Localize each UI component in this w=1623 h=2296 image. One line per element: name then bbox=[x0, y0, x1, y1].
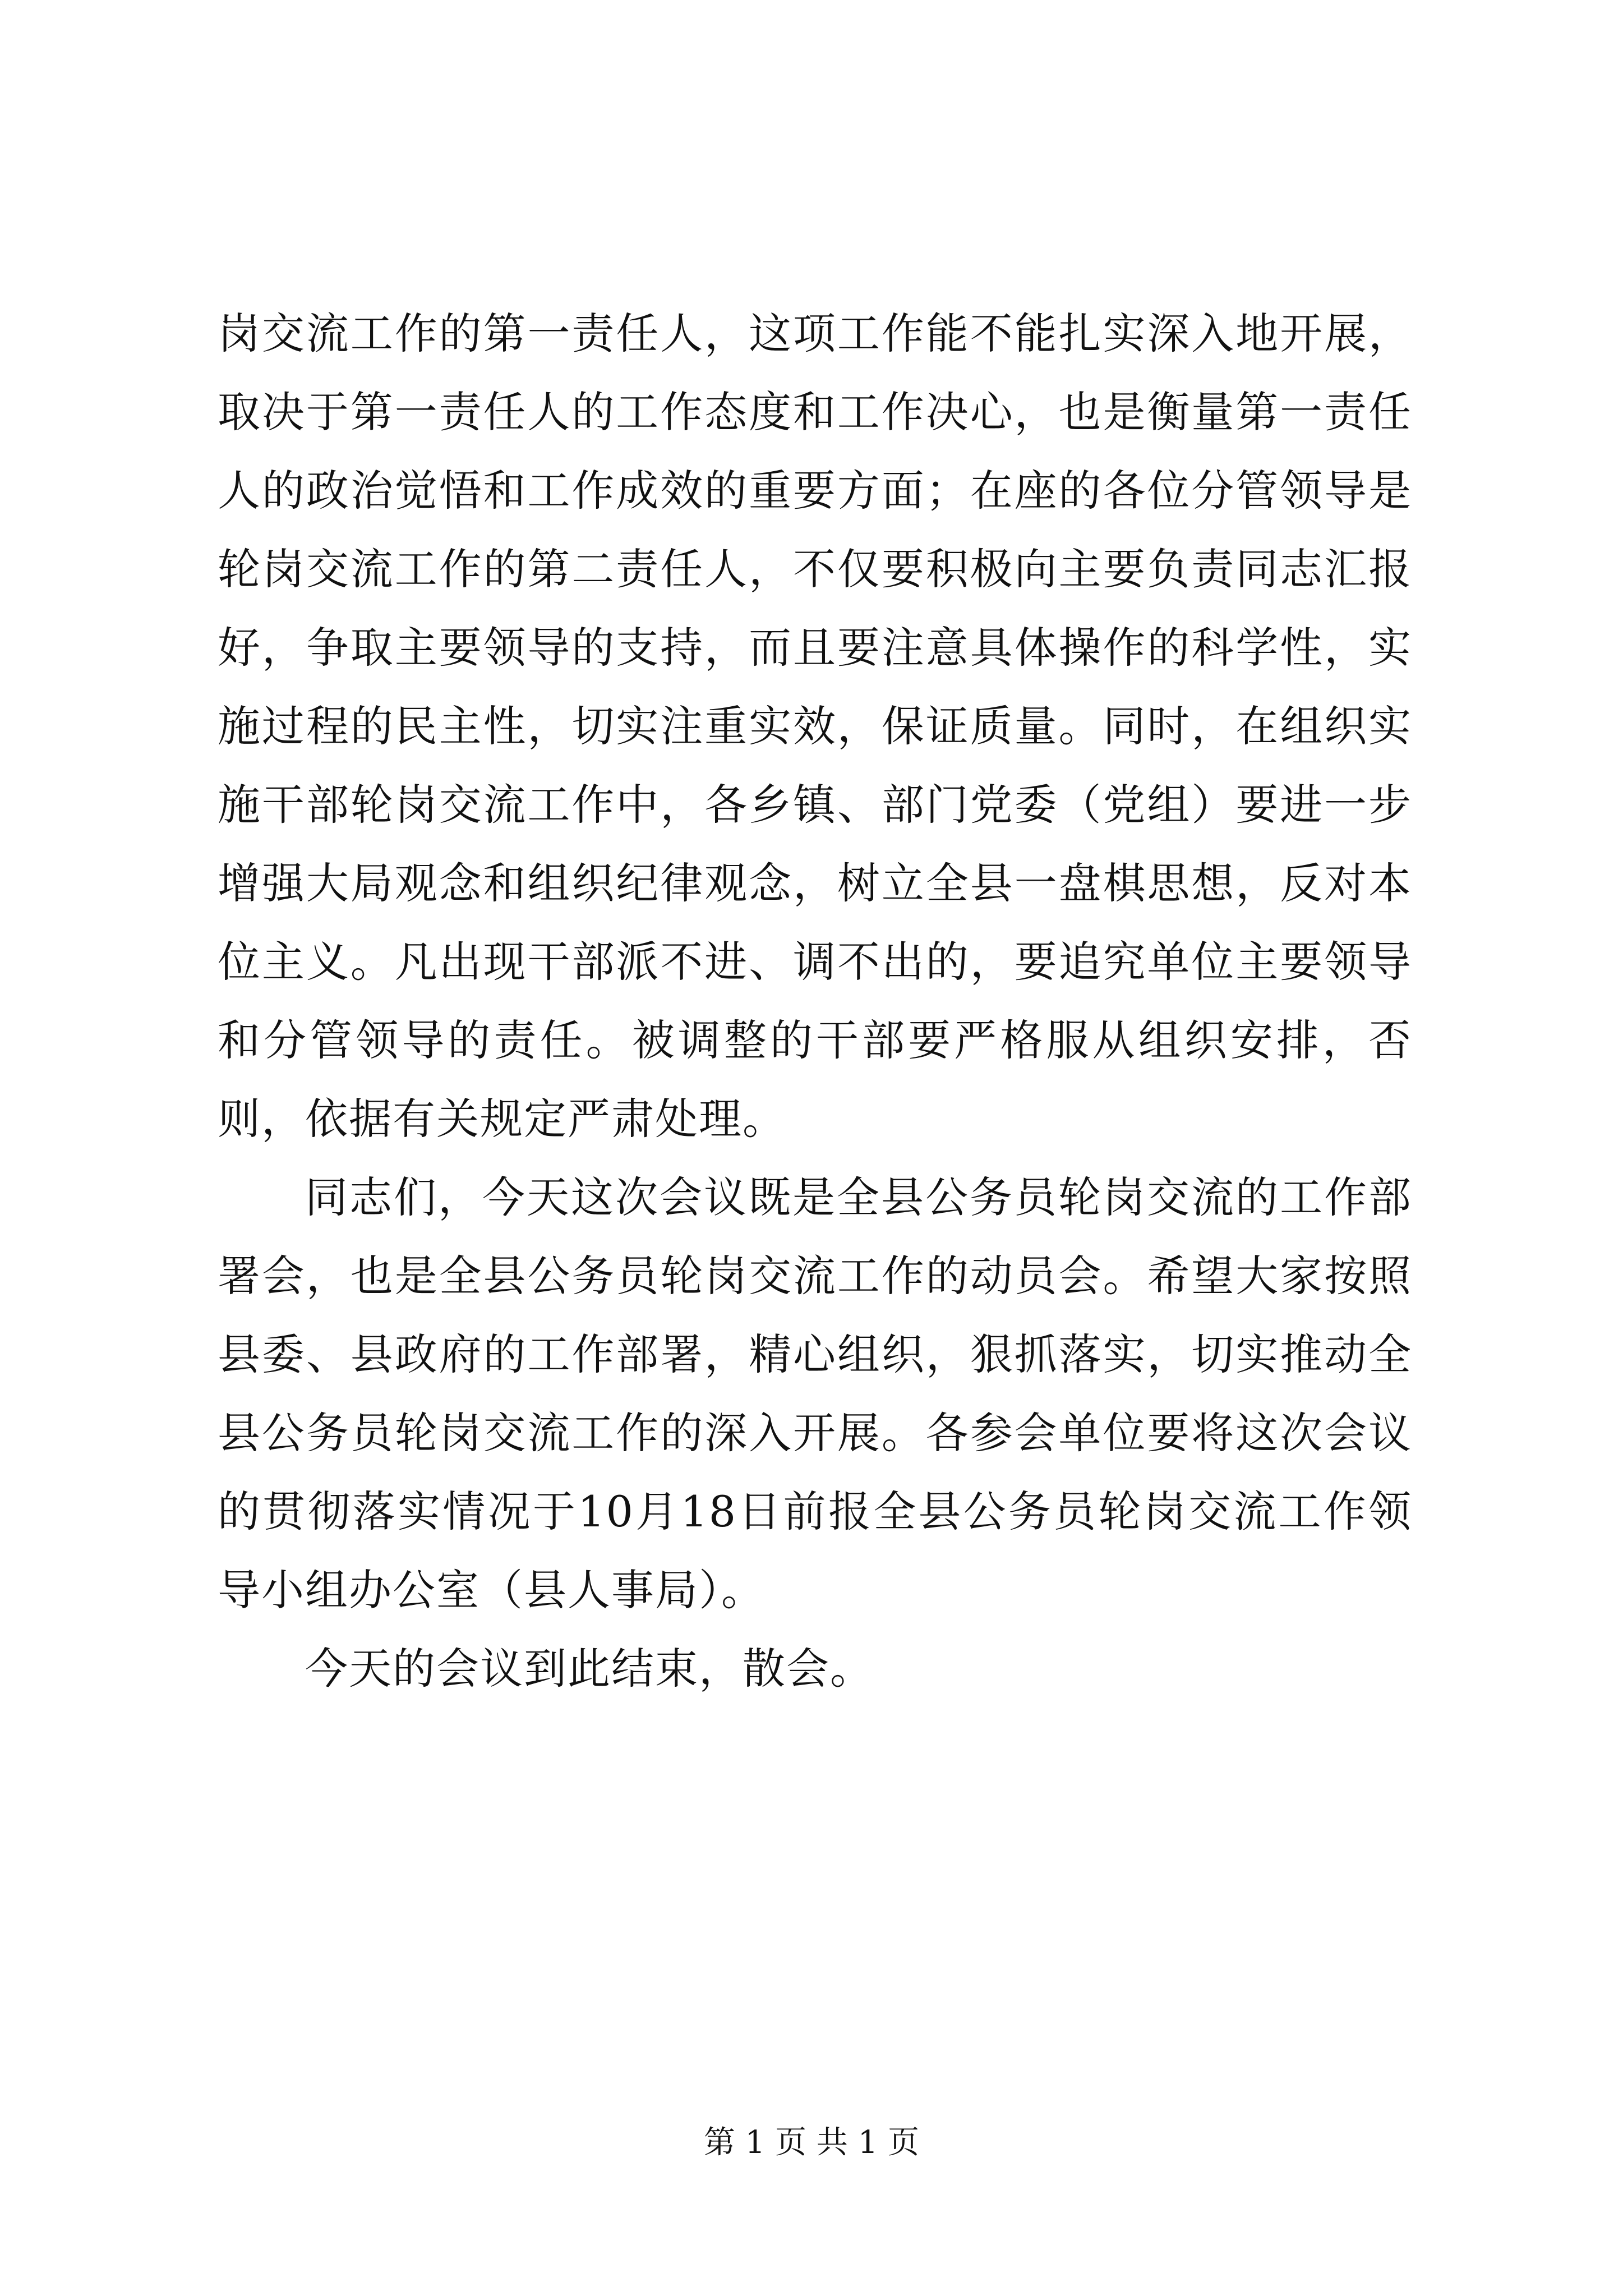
paragraph-adjourn: 今天的会议到此结束，散会。 bbox=[305, 1644, 874, 1694]
page-footer: 第 1 页 共 1 页 bbox=[703, 2124, 920, 2161]
paragraph-continued: 岗交流工作的第一责任人，这项工作能不能扎实深入地开展，取决于第一责任人的工作态度和工作决心，也是衡量第一责任人的政治觉悟和工作成效的重要方面；在座的各位分管领导是轮岗交流工作的第二责任人，不仅要积极向主要负责同志汇报好，争取主要领导的支持，而且要注意具体操作的科学性，实施过程的民主性，切实注重实效，保证质量。同时，在组织实施干部轮岗交流工作中，各乡镇、部门党委（党组）要进一步增强大局观念和组织纪律观念，树立全县一盘棋思想，反对本位主义。凡出现干部派不进、调不出的，要追究单位主要领导和分管领导的责任。被调整的干部要严格服从组织安排，否则，依据有关规定严肃处理。 bbox=[218, 309, 1412, 1144]
paragraph-closing-remarks: 同志们，今天这次会议既是全县公务员轮岗交流的工作部署会，也是全县公务员轮岗交流工作的动员会。希望大家按照县委、县政府的工作部署，精心组织，狠抓落实，切实推动全县公务员轮岗交流工作的深入开展。各参会单位要将这次会议的贯彻落实情况于10月18日前报全县公务员轮岗交流工作领导小组办公室（县人事局）。 bbox=[218, 1172, 1412, 1615]
document-body bbox=[218, 295, 1412, 1708]
